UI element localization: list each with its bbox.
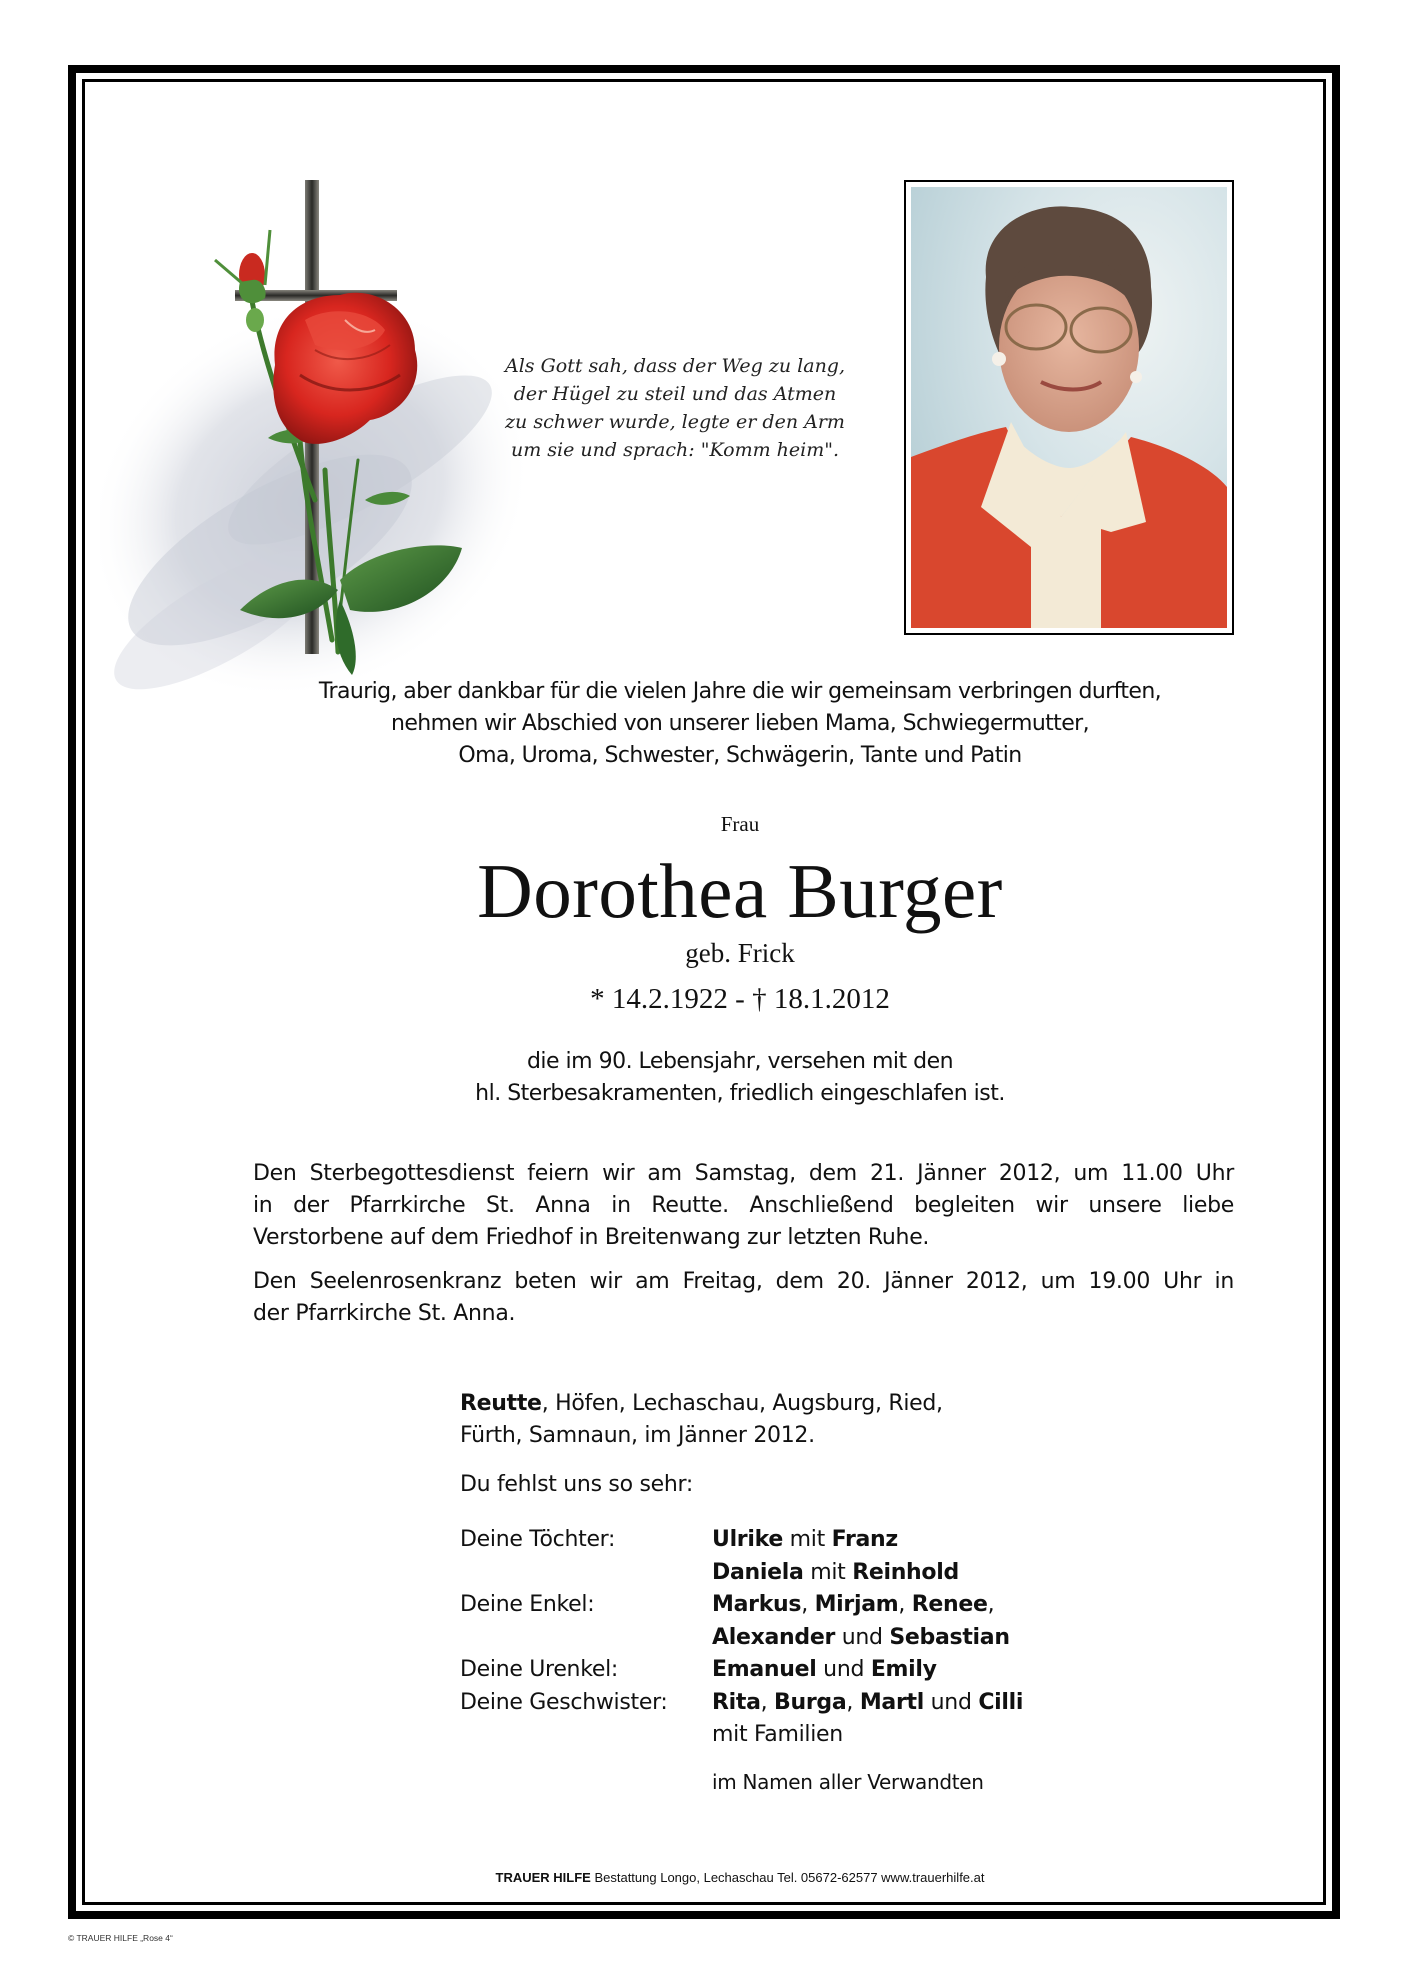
family-name: Cilli [978, 1689, 1024, 1715]
relatives-signature: im Namen aller Verwandten [712, 1770, 984, 1794]
family-name: Reinhold [852, 1559, 959, 1585]
salutation: Frau [720, 812, 760, 836]
footer-credit [200, 1870, 1280, 1885]
intro-text [200, 676, 1280, 772]
family-name: Burga [774, 1689, 847, 1715]
copyright-caption: © TRAUER HILFE „Rose 4“ [68, 1933, 173, 1943]
separator: , [760, 1689, 775, 1715]
places-line2: Fürth, Samnaun, im Jänner 2012. [460, 1423, 815, 1448]
joiner: und [816, 1657, 871, 1682]
role-label: Deine Geschwister: [460, 1689, 668, 1715]
place-bold: Reutte [460, 1391, 542, 1416]
family-name: Martl [859, 1689, 924, 1715]
family-row-siblings [460, 1687, 1080, 1720]
role-label: Deine Töchter: [460, 1527, 616, 1552]
family-name: Emanuel [712, 1657, 817, 1682]
quote-line: zu schwer wurde, legte er den Arm [505, 411, 845, 433]
deceased-name: Dorothea Burger [477, 848, 1003, 934]
paragraph-line: Den Seelenrosenkranz beten wir am Freitag, dem 20. Jänner 2012, um 19.00 Uhr in [253, 1269, 1234, 1294]
family-name: Mirjam [814, 1592, 899, 1617]
family-name: Ulrike [712, 1527, 783, 1552]
joiner: und [835, 1624, 890, 1650]
life-dates: * 14.2.1922 - † 18.1.2012 [590, 983, 890, 1015]
family-row-great-grandchildren [460, 1654, 1080, 1687]
family-name: Franz [831, 1527, 898, 1552]
intro-line: Traurig, aber dankbar für die vielen Jahre die wir gemeinsam verbringen durften, [318, 679, 1162, 704]
age-line: hl. Sterbesakramenten, friedlich eingeschlafen ist. [475, 1081, 1005, 1106]
quote-line: Als Gott sah, dass der Weg zu lang, [504, 355, 846, 377]
joiner: mit [782, 1527, 832, 1552]
joiner: mit [803, 1559, 853, 1585]
family-row-daughters-2 [460, 1557, 1080, 1590]
intro-line: Oma, Uroma, Schwester, Schwägerin, Tante und Patin [458, 743, 1022, 768]
family-name: Alexander [712, 1624, 836, 1650]
family-row-grandchildren-2 [460, 1622, 1080, 1655]
funeral-service-paragraph [253, 1158, 1234, 1254]
rosebud [215, 230, 270, 332]
separator: , [846, 1689, 860, 1715]
paragraph-line: Den Sterbegottesdienst feiern wir am Samstag, dem 21. Jänner 2012, um 11.00 Uhr [253, 1161, 1234, 1186]
miss-you-text: Du fehlst uns so sehr: [460, 1472, 693, 1497]
role-label: Deine Enkel: [460, 1592, 595, 1617]
footer-text: Bestattung Longo, Lechaschau Tel. 05672-62577 www.trauerhilfe.at [590, 1870, 985, 1885]
family-name: Markus [712, 1592, 802, 1617]
family-name: Sebastian [889, 1624, 1010, 1650]
paragraph-line: in der Pfarrkirche St. Anna in Reutte. Anschließend begleiten wir unsere liebe [253, 1193, 1234, 1218]
family-row-daughters [460, 1524, 1080, 1557]
rosary-paragraph [253, 1266, 1234, 1330]
separator: , [801, 1592, 815, 1617]
paragraph-line: der Pfarrkirche St. Anna. [253, 1301, 516, 1326]
places-rest: , Höfen, Lechaschau, Augsburg, Ried, [541, 1391, 943, 1416]
intro-line: nehmen wir Abschied von unserer lieben Mama, Schwiegermutter, [391, 711, 1089, 736]
portrait-frame [904, 180, 1234, 635]
joiner: und [923, 1689, 979, 1715]
family-name: Emily [870, 1657, 937, 1682]
family-name: Renee [911, 1592, 988, 1617]
family-list [460, 1524, 1080, 1752]
siblings-suffix: mit Familien [712, 1722, 843, 1747]
portrait-photo [911, 187, 1227, 628]
paragraph-line: Verstorbene auf dem Friedhof in Breitenwang zur letzten Ruhe. [253, 1225, 930, 1250]
family-name: Daniela [712, 1559, 804, 1585]
quote-line: der Hügel zu steil und das Atmen [513, 383, 837, 405]
age-line: die im 90. Lebensjahr, versehen mit den [526, 1049, 954, 1074]
family-row-grandchildren [460, 1589, 1080, 1622]
quote-line: um sie und sprach: "Komm heim". [510, 439, 839, 461]
memorial-quote [480, 352, 870, 464]
separator: , [898, 1592, 912, 1617]
family-name: Rita [712, 1689, 761, 1715]
maiden-name: geb. Frick [685, 938, 795, 968]
role-label: Deine Urenkel: [460, 1657, 619, 1682]
separator: , [987, 1592, 995, 1617]
family-row-siblings-2 [460, 1719, 1080, 1752]
footer-brand: TRAUER HILFE [495, 1870, 591, 1885]
places-date [460, 1388, 1060, 1452]
age-text [200, 1046, 1280, 1110]
